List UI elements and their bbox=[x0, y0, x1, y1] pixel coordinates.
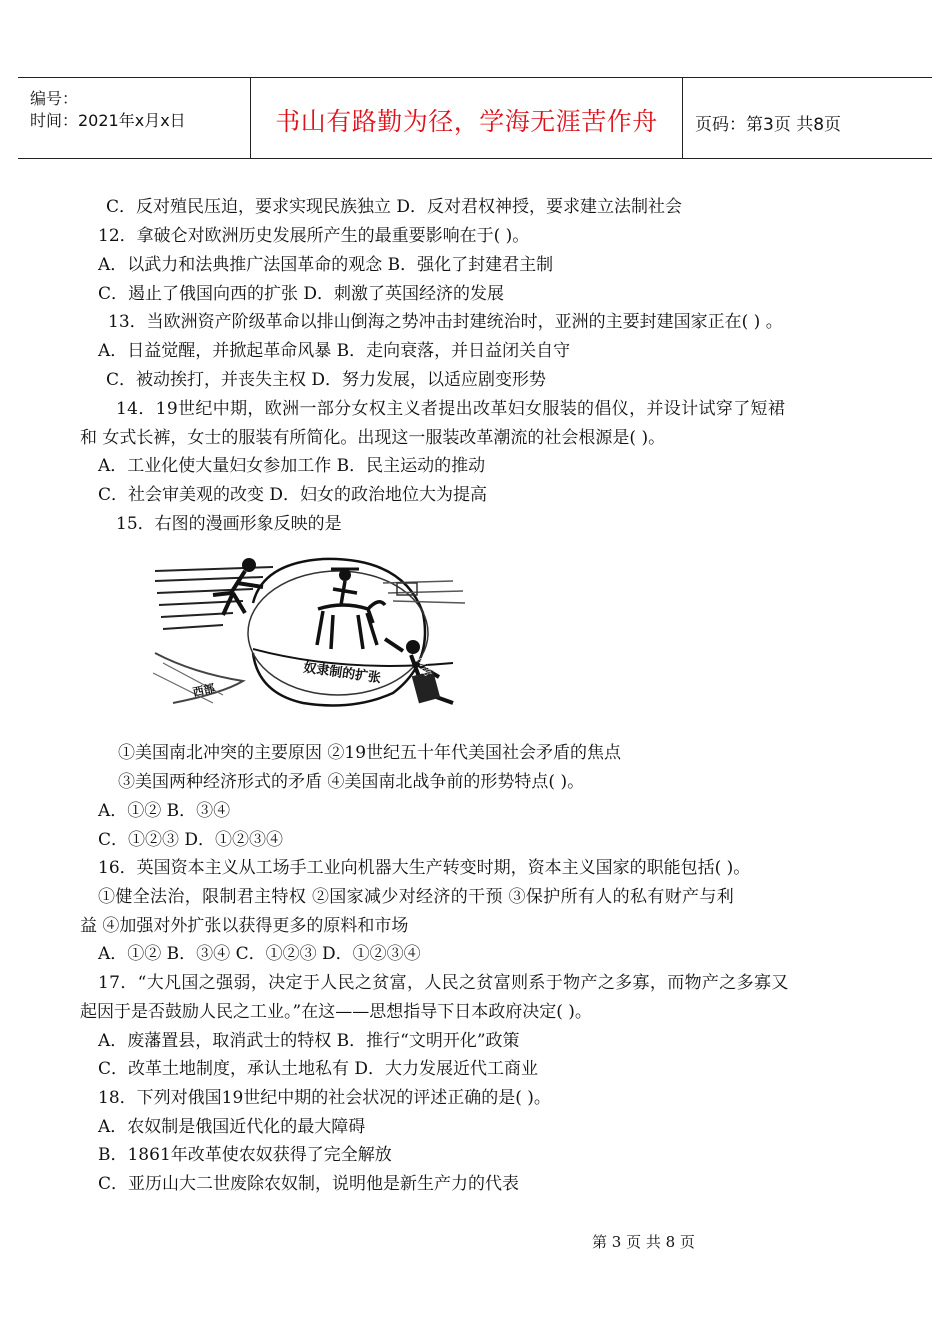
page-info: 页码：第3页 共8页 bbox=[695, 115, 842, 135]
text-line: 益 ④加强对外扩张以获得更多的原料和市场 bbox=[80, 916, 409, 936]
header-left-cell bbox=[18, 78, 251, 158]
text-line: ①美国南北冲突的主要原因 ②19世纪五十年代美国社会矛盾的焦点 bbox=[118, 743, 622, 763]
cartoon-left-label: 西部 bbox=[191, 681, 216, 700]
time-label: 时间：2021年x月x日 bbox=[30, 111, 186, 130]
text-line: C．被动挨打，并丧失主权 D．努力发展，以适应剧变形势 bbox=[106, 370, 547, 390]
slavery-expansion-cartoon bbox=[153, 553, 468, 713]
cartoon-right-label: 南部 bbox=[414, 655, 433, 678]
text-line: C．改革土地制度，承认土地私有 D．大力发展近代工商业 bbox=[98, 1059, 539, 1079]
question-16: 16．英国资本主义从工场手工业向机器大生产转变时期，资本主义国家的职能包括( )。 bbox=[98, 858, 751, 878]
text-line: B．1861年改革使农奴获得了完全解放 bbox=[98, 1145, 392, 1165]
text-line: C．遏止了俄国向西的扩张 D．刺激了英国经济的发展 bbox=[98, 284, 505, 304]
question-13: 13．当欧洲资产阶级革命以排山倒海之势冲击封建统治时，亚洲的主要封建国家正在( ) 。 bbox=[108, 312, 783, 332]
motto: 书山有路勤为径，学海无涯苦作舟 bbox=[275, 107, 658, 136]
header-motto-cell bbox=[251, 78, 683, 158]
text-line: C．①②③ D．①②③④ bbox=[98, 830, 284, 850]
text-line: A．日益觉醒，并掀起革命风暴 B．走向衰落，并日益闭关自守 bbox=[98, 341, 571, 361]
text-line: C．反对殖民压迫，要求实现民族独立 D．反对君权神授，要求建立法制社会 bbox=[106, 197, 683, 217]
text-line: A．①② B．③④ C．①②③ D．①②③④ bbox=[98, 944, 421, 964]
page-header bbox=[18, 77, 932, 159]
serial-label: 编号： bbox=[30, 89, 79, 108]
text-line: A．①② B．③④ bbox=[98, 801, 231, 821]
text-line: 和 女式长裤，女士的服装有所简化。出现这一服装改革潮流的社会根源是( )。 bbox=[80, 428, 666, 448]
text-line: A．废藩置县，取消武士的特权 B．推行“文明开化”政策 bbox=[98, 1031, 520, 1051]
text-line: 起因于是否鼓励人民之工业。”在这——思想指导下日本政府决定( )。 bbox=[80, 1002, 592, 1022]
text-line: A．农奴制是俄国近代化的最大障碍 bbox=[98, 1117, 366, 1137]
text-line: A．以武力和法典推广法国革命的观念 B．强化了封建君主制 bbox=[98, 255, 554, 275]
question-18: 18．下列对俄国19世纪中期的社会状况的评述正确的是( )。 bbox=[98, 1088, 551, 1108]
question-17: 17．“大凡国之强弱，决定于人民之贫富，人民之贫富则系于物产之多寡，而物产之多寡又 bbox=[98, 973, 789, 993]
text-line: C．社会审美观的改变 D．妇女的政治地位大为提高 bbox=[98, 485, 488, 505]
question-12: 12．拿破仑对欧洲历史发展所产生的最重要影响在于( )。 bbox=[98, 226, 530, 246]
text-line: ③美国两种经济形式的矛盾 ④美国南北战争前的形势特点( )。 bbox=[118, 772, 585, 792]
cartoon-caption: 奴隶制的扩张 bbox=[302, 660, 382, 687]
text-line: C．亚历山大二世废除农奴制，说明他是新生产力的代表 bbox=[98, 1174, 520, 1194]
page-footer: 第 3 页 共 8 页 bbox=[592, 1233, 695, 1251]
question-14: 14．19世纪中期，欧洲一部分女权主义者提出改革妇女服装的倡仪，并设计试穿了短裙 bbox=[116, 399, 786, 419]
text-line: ①健全法治，限制君主特权 ②国家减少对经济的干预 ③保护所有人的私有财产与利 bbox=[98, 887, 735, 907]
header-page-cell bbox=[683, 78, 932, 158]
question-15: 15．右图的漫画形象反映的是 bbox=[116, 514, 342, 534]
text-line: A．工业化使大量妇女参加工作 B．民主运动的推动 bbox=[98, 456, 486, 476]
